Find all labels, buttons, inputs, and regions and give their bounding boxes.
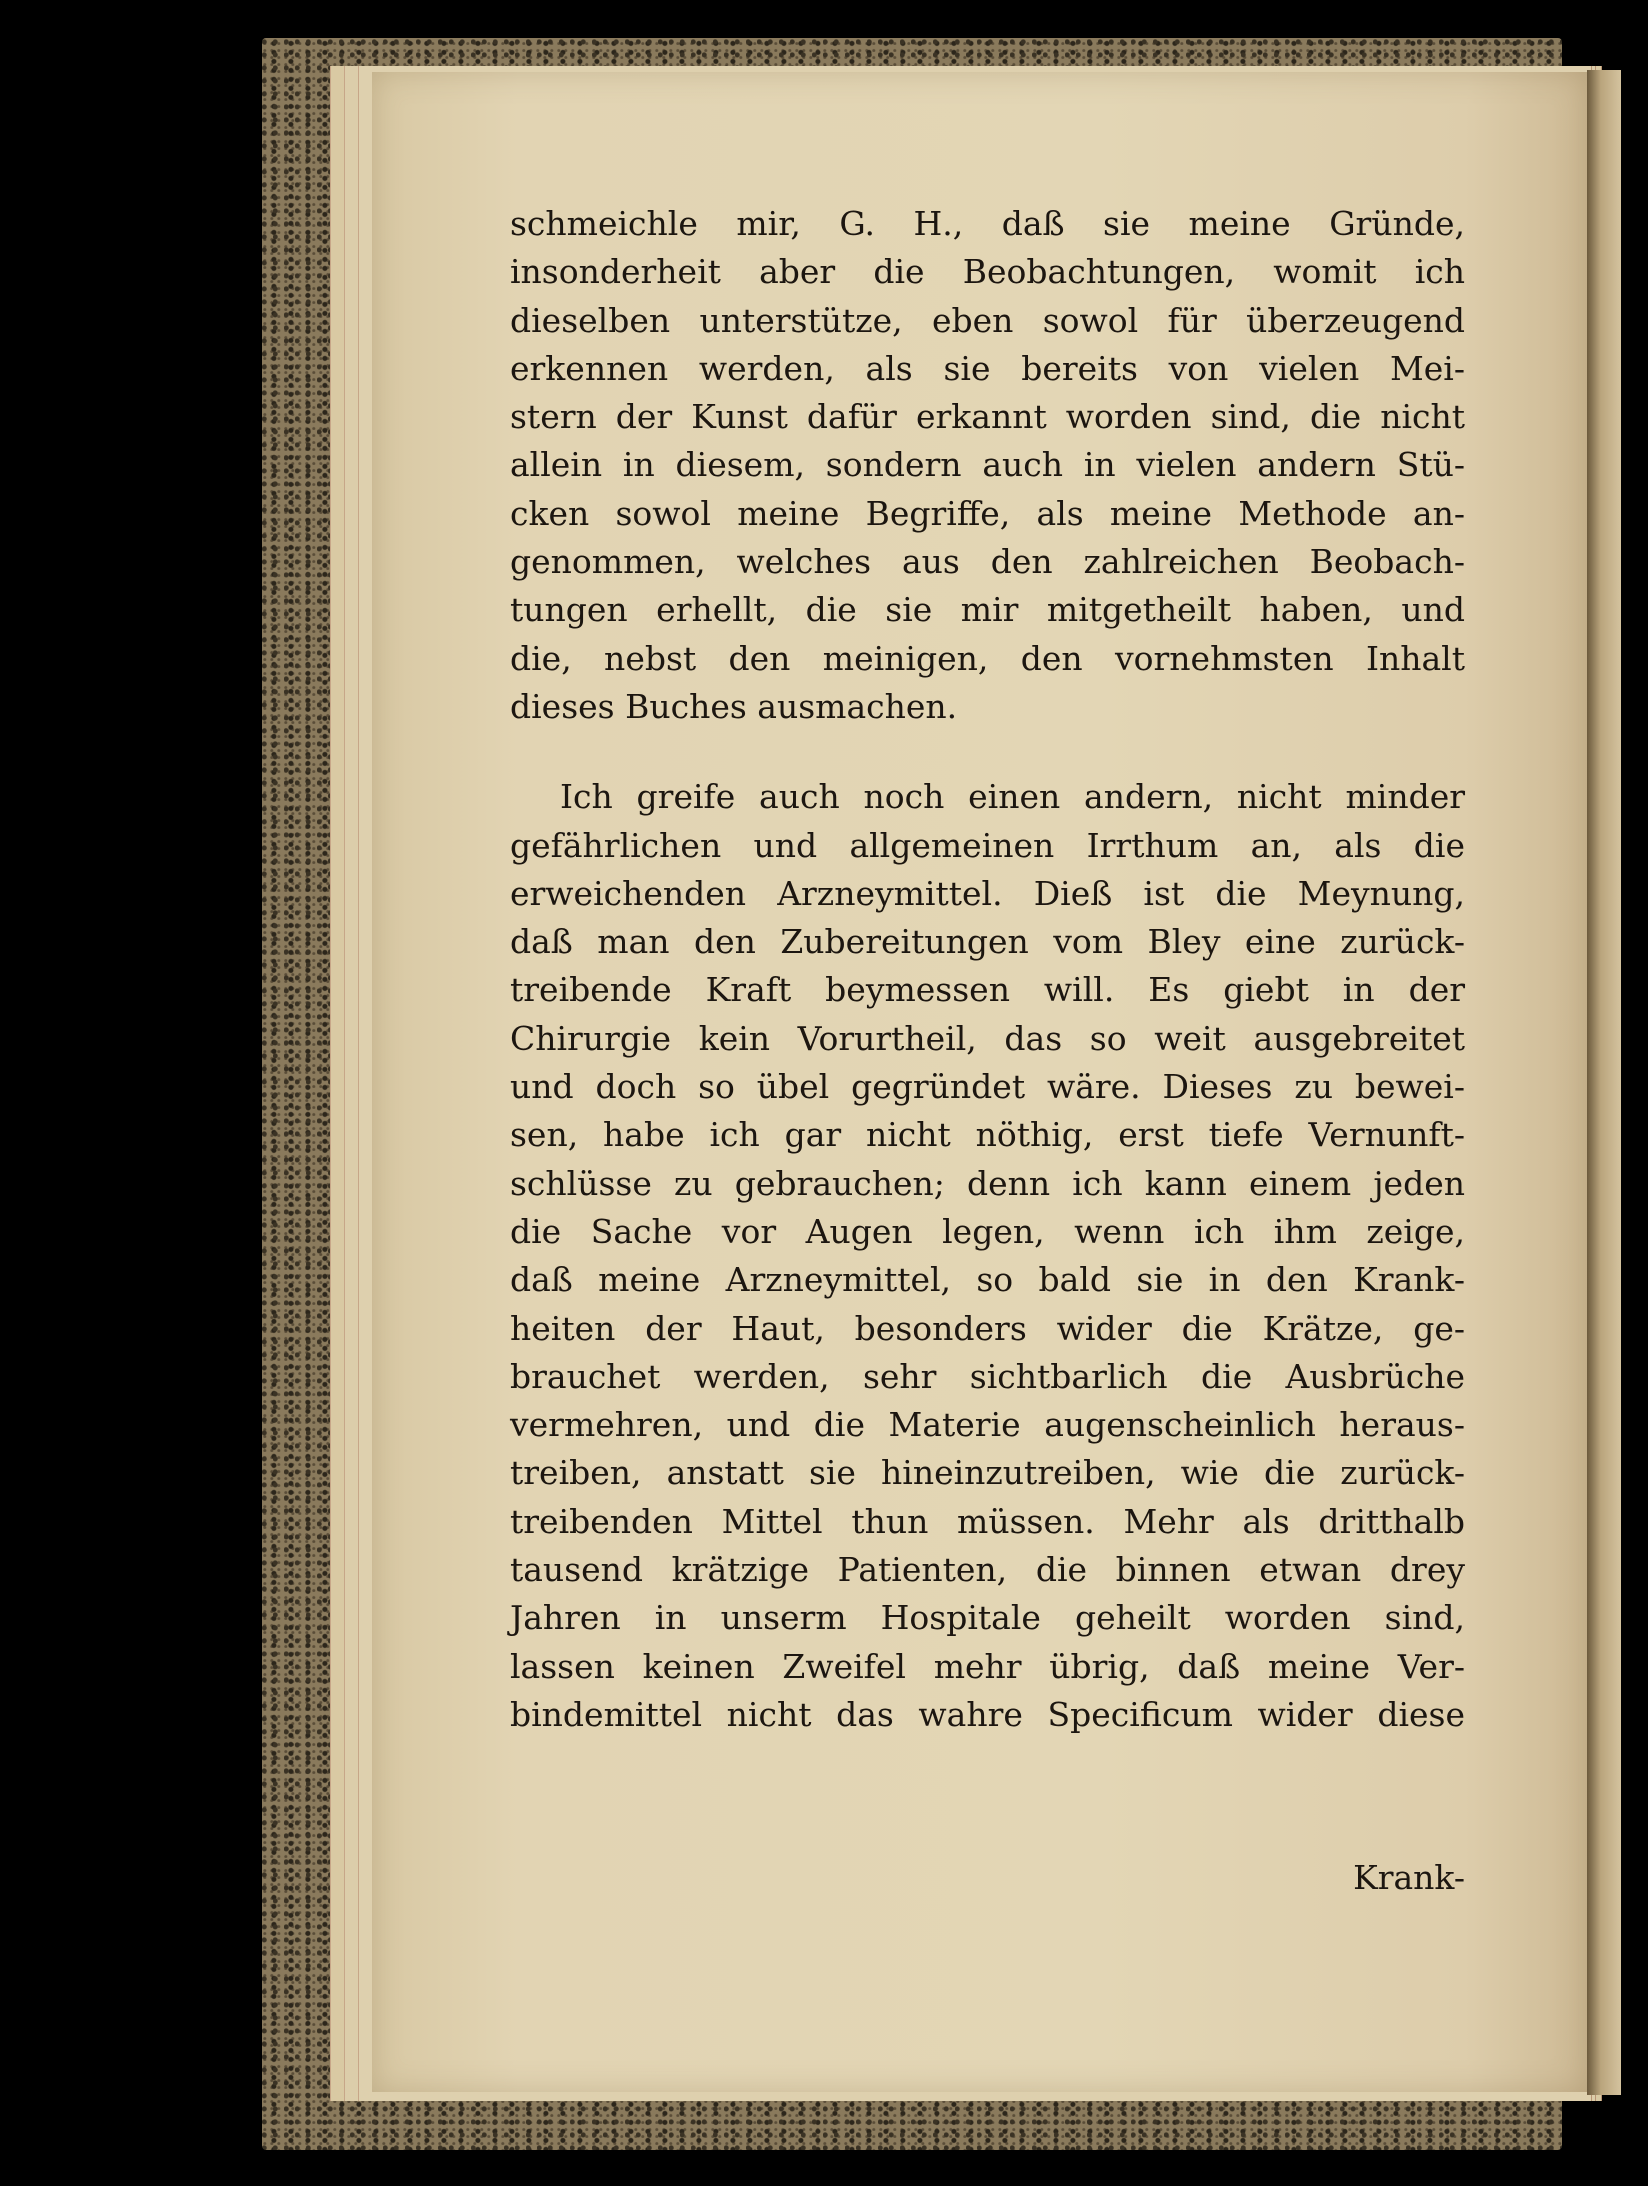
text-line: tungen erhellt, die sie mir mitgetheilt haben, und <box>510 590 1465 630</box>
text-line: erkennen werden, als sie bereits von vielen Mei- <box>510 348 1465 388</box>
text-line: stern der Kunst dafür erkannt worden sind, die nicht <box>510 397 1465 437</box>
text-line: lassen keinen Zweifel mehr übrig, daß meine Ver- <box>510 1646 1465 1686</box>
text-line: daß meine Arzneymittel, so bald sie in den Krank- <box>510 1260 1465 1300</box>
text-line: genommen, welches aus den zahlreichen Beobach- <box>510 542 1465 582</box>
text-line: erweichenden Arzneymittel. Dieß ist die Meynung, <box>510 873 1465 913</box>
text-line: Chirurgie kein Vorurtheil, das so weit ausgebreitet <box>510 1018 1465 1058</box>
paragraph-2 <box>510 773 1465 1739</box>
text-line: daß man den Zubereitungen vom Bley eine zurück- <box>510 922 1465 962</box>
text-line: die Sache vor Augen legen, wenn ich ihm zeige, <box>510 1211 1465 1251</box>
text-line: brauchet werden, sehr sichtbarlich die Ausbrüche <box>510 1356 1465 1396</box>
text-line: Ich greife auch noch einen andern, nicht minder <box>560 777 1465 817</box>
text-line: gefährlichen und allgemeinen Irrthum an, als die <box>510 825 1465 865</box>
text-line: dieselben unterstütze, eben sowol für überzeugend <box>510 300 1465 340</box>
text-line: vermehren, und die Materie augenscheinlich heraus- <box>510 1405 1465 1445</box>
text-line: schlüsse zu gebrauchen; denn ich kann einem jeden <box>510 1163 1465 1203</box>
text-line: dieses Buches ausmachen. <box>510 686 958 726</box>
text-line: cken sowol meine Begriffe, als meine Methode an- <box>510 493 1465 533</box>
facing-page-gutter <box>1587 70 1621 2095</box>
text-line: und doch so übel gegründet wäre. Dieses zu bewei- <box>510 1067 1465 1107</box>
text-line: treibenden Mittel thun müssen. Mehr als dritthalb <box>510 1501 1465 1541</box>
text-line: sen, habe ich gar nicht nöthig, erst tiefe Vernunft- <box>510 1115 1465 1155</box>
text-line: treiben, anstatt sie hineinzutreiben, wie die zurück- <box>510 1453 1465 1493</box>
text-line: heiten der Haut, besonders wider die Krätze, ge- <box>510 1308 1465 1348</box>
text-line: die, nebst den meinigen, den vornehmsten Inhalt <box>510 638 1465 678</box>
text-line: insonderheit aber die Beobachtungen, womit ich <box>510 252 1465 292</box>
text-line: schmeichle mir, G. H., daß sie meine Gründe, <box>510 204 1465 243</box>
text-line: bindemittel nicht das wahre Specificum wider diese <box>510 1694 1465 1734</box>
paragraph-gap <box>510 731 1465 773</box>
text-line: allein in diesem, sondern auch in vielen andern Stü- <box>510 445 1465 485</box>
text-line: Jahren in unserm Hospitale geheilt worden sind, <box>510 1598 1465 1638</box>
body-text <box>510 200 1465 1739</box>
catchword: Krank- <box>1353 1858 1465 1897</box>
text-line: tausend krätzige Patienten, die binnen etwan drey <box>510 1550 1465 1590</box>
paragraph-1 <box>510 200 1465 731</box>
text-line: treibende Kraft beymessen will. Es giebt in der <box>510 970 1465 1010</box>
